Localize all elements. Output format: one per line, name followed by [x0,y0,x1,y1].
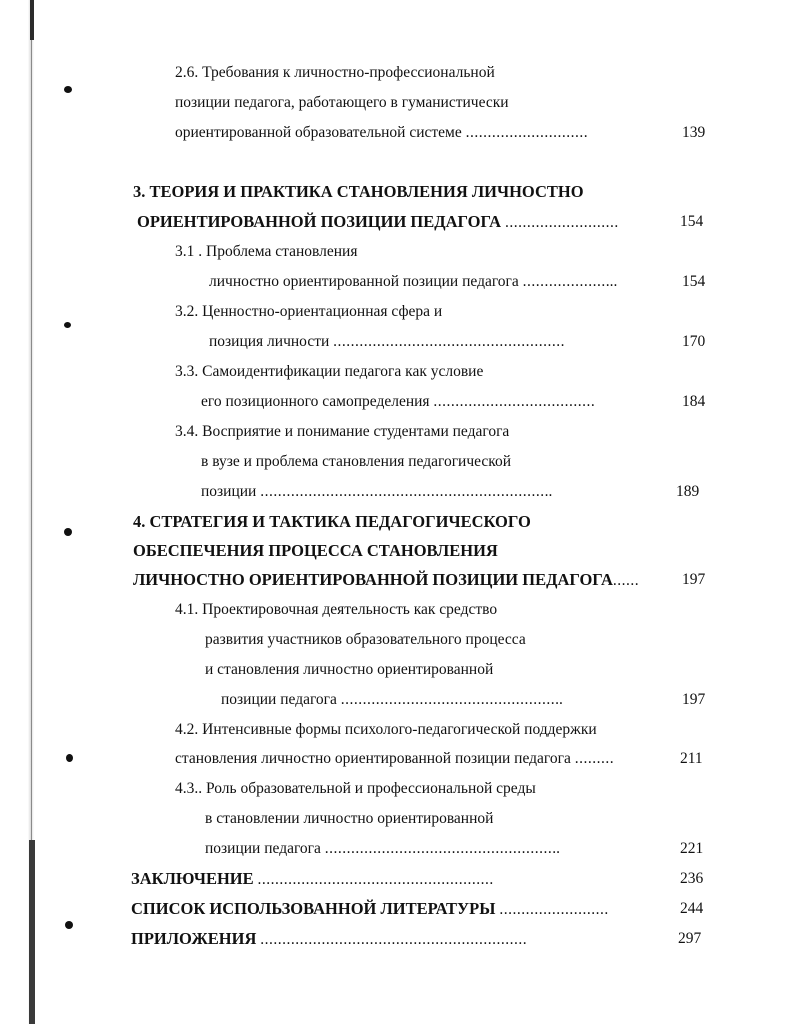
toc-entry-4-3-line2: в становлении личностно ориентированной [205,810,494,827]
toc-chapter-4-line2: ОБЕСПЕЧЕНИЯ ПРОЦЕССА СТАНОВЛЕНИЯ [133,541,498,560]
toc-page-number: 244 [680,900,704,917]
binding-hole-mark [64,322,71,328]
toc-page-number: 221 [680,840,704,857]
toc-chapter-4-line1: 4. СТРАТЕГИЯ И ТАКТИКА ПЕДАГОГИЧЕСКОГО [133,512,531,531]
binding-hole-mark [64,528,72,536]
toc-entry-4-1-line3: и становления личностно ориентированной [205,661,494,678]
scan-edge-mark [29,840,35,1024]
toc-entry-2-6-text: ориентированной образовательной системе [175,124,462,141]
toc-entry-4-2-text: становления личностно ориентированной позиции педагога [175,750,571,767]
toc-leader-dots: ......................... [499,901,609,918]
toc-chapter-4-text: ЛИЧНОСТНО ОРИЕНТИРОВАННОЙ ПОЗИЦИИ ПЕДАГОГА [133,570,613,589]
toc-leader-dots: ................................................................. [260,483,545,500]
toc-entry-3-1-line1: 3.1 . Проблема становления [175,243,358,260]
toc-entry-3-1-text: личностно ориентированной позиции педагога [209,273,519,290]
toc-conclusion [131,869,494,890]
binding-hole-mark [65,921,73,929]
toc-entry-4-1-text: позиции педагога [221,691,337,708]
toc-conclusion-text: ЗАКЛЮЧЕНИЕ [131,869,254,888]
toc-entry-4-2-line1: 4.2. Интенсивные формы психолого-педагогической поддержки [175,721,597,738]
toc-chapter-3-line2 [137,212,619,233]
toc-leader-dots: ...................................................... [257,871,494,888]
toc-page-number: 170 [682,333,706,350]
toc-entry-4-1-line1: 4.1. Проектировочная деятельность как средство [175,601,498,618]
toc-entry-3-3-line1: 3.3. Самоидентификации педагога как условие [175,363,484,380]
toc-leader-dots: ................................................. [340,691,556,708]
toc-entry-3-4-line1: 3.4. Восприятие и понимание студентами педагога [175,423,510,440]
toc-entry-3-4-text: позиции [201,483,257,500]
toc-page-number: 211 [680,750,703,767]
toc-leader-dots: ...... [612,572,640,589]
toc-appendix [131,929,527,950]
toc-entry-3-3-text: его позиционного самопределения [201,393,430,410]
toc-leader-dots: ... [605,273,618,290]
toc-entry-3-3-line2 [201,392,595,412]
toc-leader-dots: ......... [574,750,615,767]
toc-entry-4-3-text: позиции педагога [205,840,321,857]
toc-entry-4-2-line2 [175,749,614,769]
toc-page-number: 139 [682,124,706,141]
toc-entry-3-2-line2 [209,332,565,352]
toc-page-number: 197 [682,571,706,588]
toc-entry-3-2-text: позиция личности [209,333,330,350]
toc-leader-dots: .................................................... [324,840,553,857]
toc-entry-4-3-line1: 4.3.. Роль образовательной и профессиональной среды [175,780,536,797]
toc-leader-dots: ................... [522,273,606,290]
toc-page-number: 236 [680,870,704,887]
toc-references [131,899,609,920]
toc-entry-3-4-line2: в вузе и проблема становления педагогической [201,453,512,470]
toc-chapter-4-line3 [133,570,639,591]
toc-page-number: 154 [680,213,704,230]
toc-leader-dots: ............................................................. [260,931,528,948]
scan-left-edge [0,0,48,1024]
toc-page-number: 189 [676,483,700,500]
toc-page-number: 197 [682,691,706,708]
toc-leader-dots: .................................... [433,393,591,410]
toc-entry-3-4-line3 [201,482,552,502]
toc-leader-dots: .. [555,691,563,708]
toc-entry-2-6-line2: позиции педагога, работающего в гуманистически [175,94,509,111]
toc-page-number: 297 [678,930,702,947]
toc-entry-2-6-line1: 2.6. Требования к личностно-профессиональной [175,64,495,81]
toc-chapter-3-line1: 3. ТЕОРИЯ И ПРАКТИКА СТАНОВЛЕНИЯ ЛИЧНОСТНО [133,182,584,201]
toc-entry-4-3-line3 [205,839,560,859]
toc-entry-3-1-line2 [209,272,617,292]
toc-appendix-text: ПРИЛОЖЕНИЯ [131,929,257,948]
toc-leader-dots: ..................................................... [333,333,566,350]
binding-hole-mark [66,754,73,762]
toc-page-number: 154 [682,273,706,290]
scan-edge-mark [30,0,34,40]
toc-entry-4-1-line2: развития участников образовательного процесса [205,631,526,648]
toc-references-text: СПИСОК ИСПОЛЬЗОВАННОЙ ЛИТЕРАТУРЫ [131,899,496,918]
toc-entry-2-6-line3 [175,123,588,143]
toc-leader-dots: .. [552,840,561,857]
toc-entry-3-2-line1: 3.2. Ценностно-ориентационная сфера и [175,303,443,320]
toc-leader-dots: .. [544,483,553,500]
binding-hole-mark [64,86,72,93]
toc-leader-dots: ............................ [465,124,589,141]
toc-page-number: 184 [682,393,706,410]
toc-leader-dots: .......................... [504,214,619,231]
toc-chapter-3-text: ОРИЕНТИРОВАННОЙ ПОЗИЦИИ ПЕДАГОГА [137,212,502,231]
toc-leader-dots: . [590,393,595,410]
toc-entry-4-1-line4 [221,690,563,710]
